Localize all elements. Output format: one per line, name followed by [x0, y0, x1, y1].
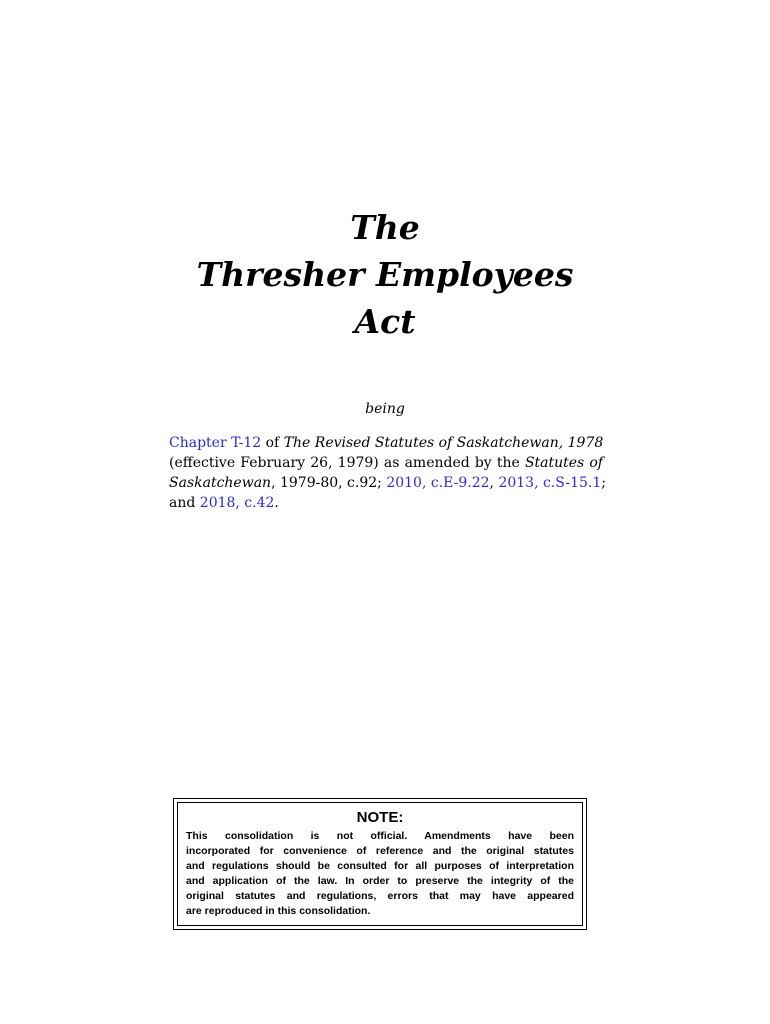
citation-line-3 — [169, 473, 606, 493]
note-heading: NOTE: — [356, 809, 404, 826]
citation-line-4 — [169, 493, 603, 513]
citation-line-2 — [169, 453, 603, 473]
being-label: being — [365, 401, 405, 417]
note-body — [186, 829, 574, 919]
revised-statutes-title: The Revised Statutes of Saskatchewan, 1978 — [283, 435, 604, 451]
citation-period: . — [274, 495, 279, 511]
citation-sep: , — [489, 475, 499, 491]
act-title-line-1: The — [350, 208, 420, 247]
citation-of: of — [261, 435, 284, 451]
act-title — [0, 204, 770, 345]
note-line: This consolidation is not official. Amendments have been — [186, 830, 574, 842]
note-box-inner — [177, 802, 583, 926]
citation-semicolon: ; — [601, 475, 606, 491]
act-title-line-3: Act — [354, 302, 416, 341]
note-line: and application of the law. In order to preserve the integrity of the — [186, 875, 574, 887]
note-line: original statutes and regulations, errors that may have appeared — [186, 890, 574, 902]
note-line: are reproduced in this consolidation. — [186, 905, 371, 917]
link-2018[interactable]: 2018, c.42 — [199, 495, 275, 511]
citation-line-1 — [169, 433, 603, 453]
citation-and: and — [169, 495, 200, 511]
act-title-line-2: Thresher Employees — [196, 255, 574, 294]
saskatchewan-label: Saskatchewan — [169, 475, 272, 491]
statutes-of-label: Statutes of — [524, 455, 603, 471]
chapter-link[interactable]: Chapter T-12 — [169, 435, 262, 451]
note-line: and regulations should be consulted for all purposes of interpretation — [186, 860, 574, 872]
note-line: incorporated for convenience of reference and the original statutes — [186, 845, 574, 857]
note-box — [173, 798, 587, 930]
citation-effective: (effective February 26, 1979) as amended by the — [169, 455, 525, 471]
link-2010[interactable]: 2010, c.E-9.22 — [386, 475, 490, 491]
link-2013[interactable]: 2013, c.S-15.1 — [498, 475, 602, 491]
citation-1979: , 1979-80, c.92; — [271, 475, 387, 491]
citation-paragraph — [169, 433, 606, 513]
